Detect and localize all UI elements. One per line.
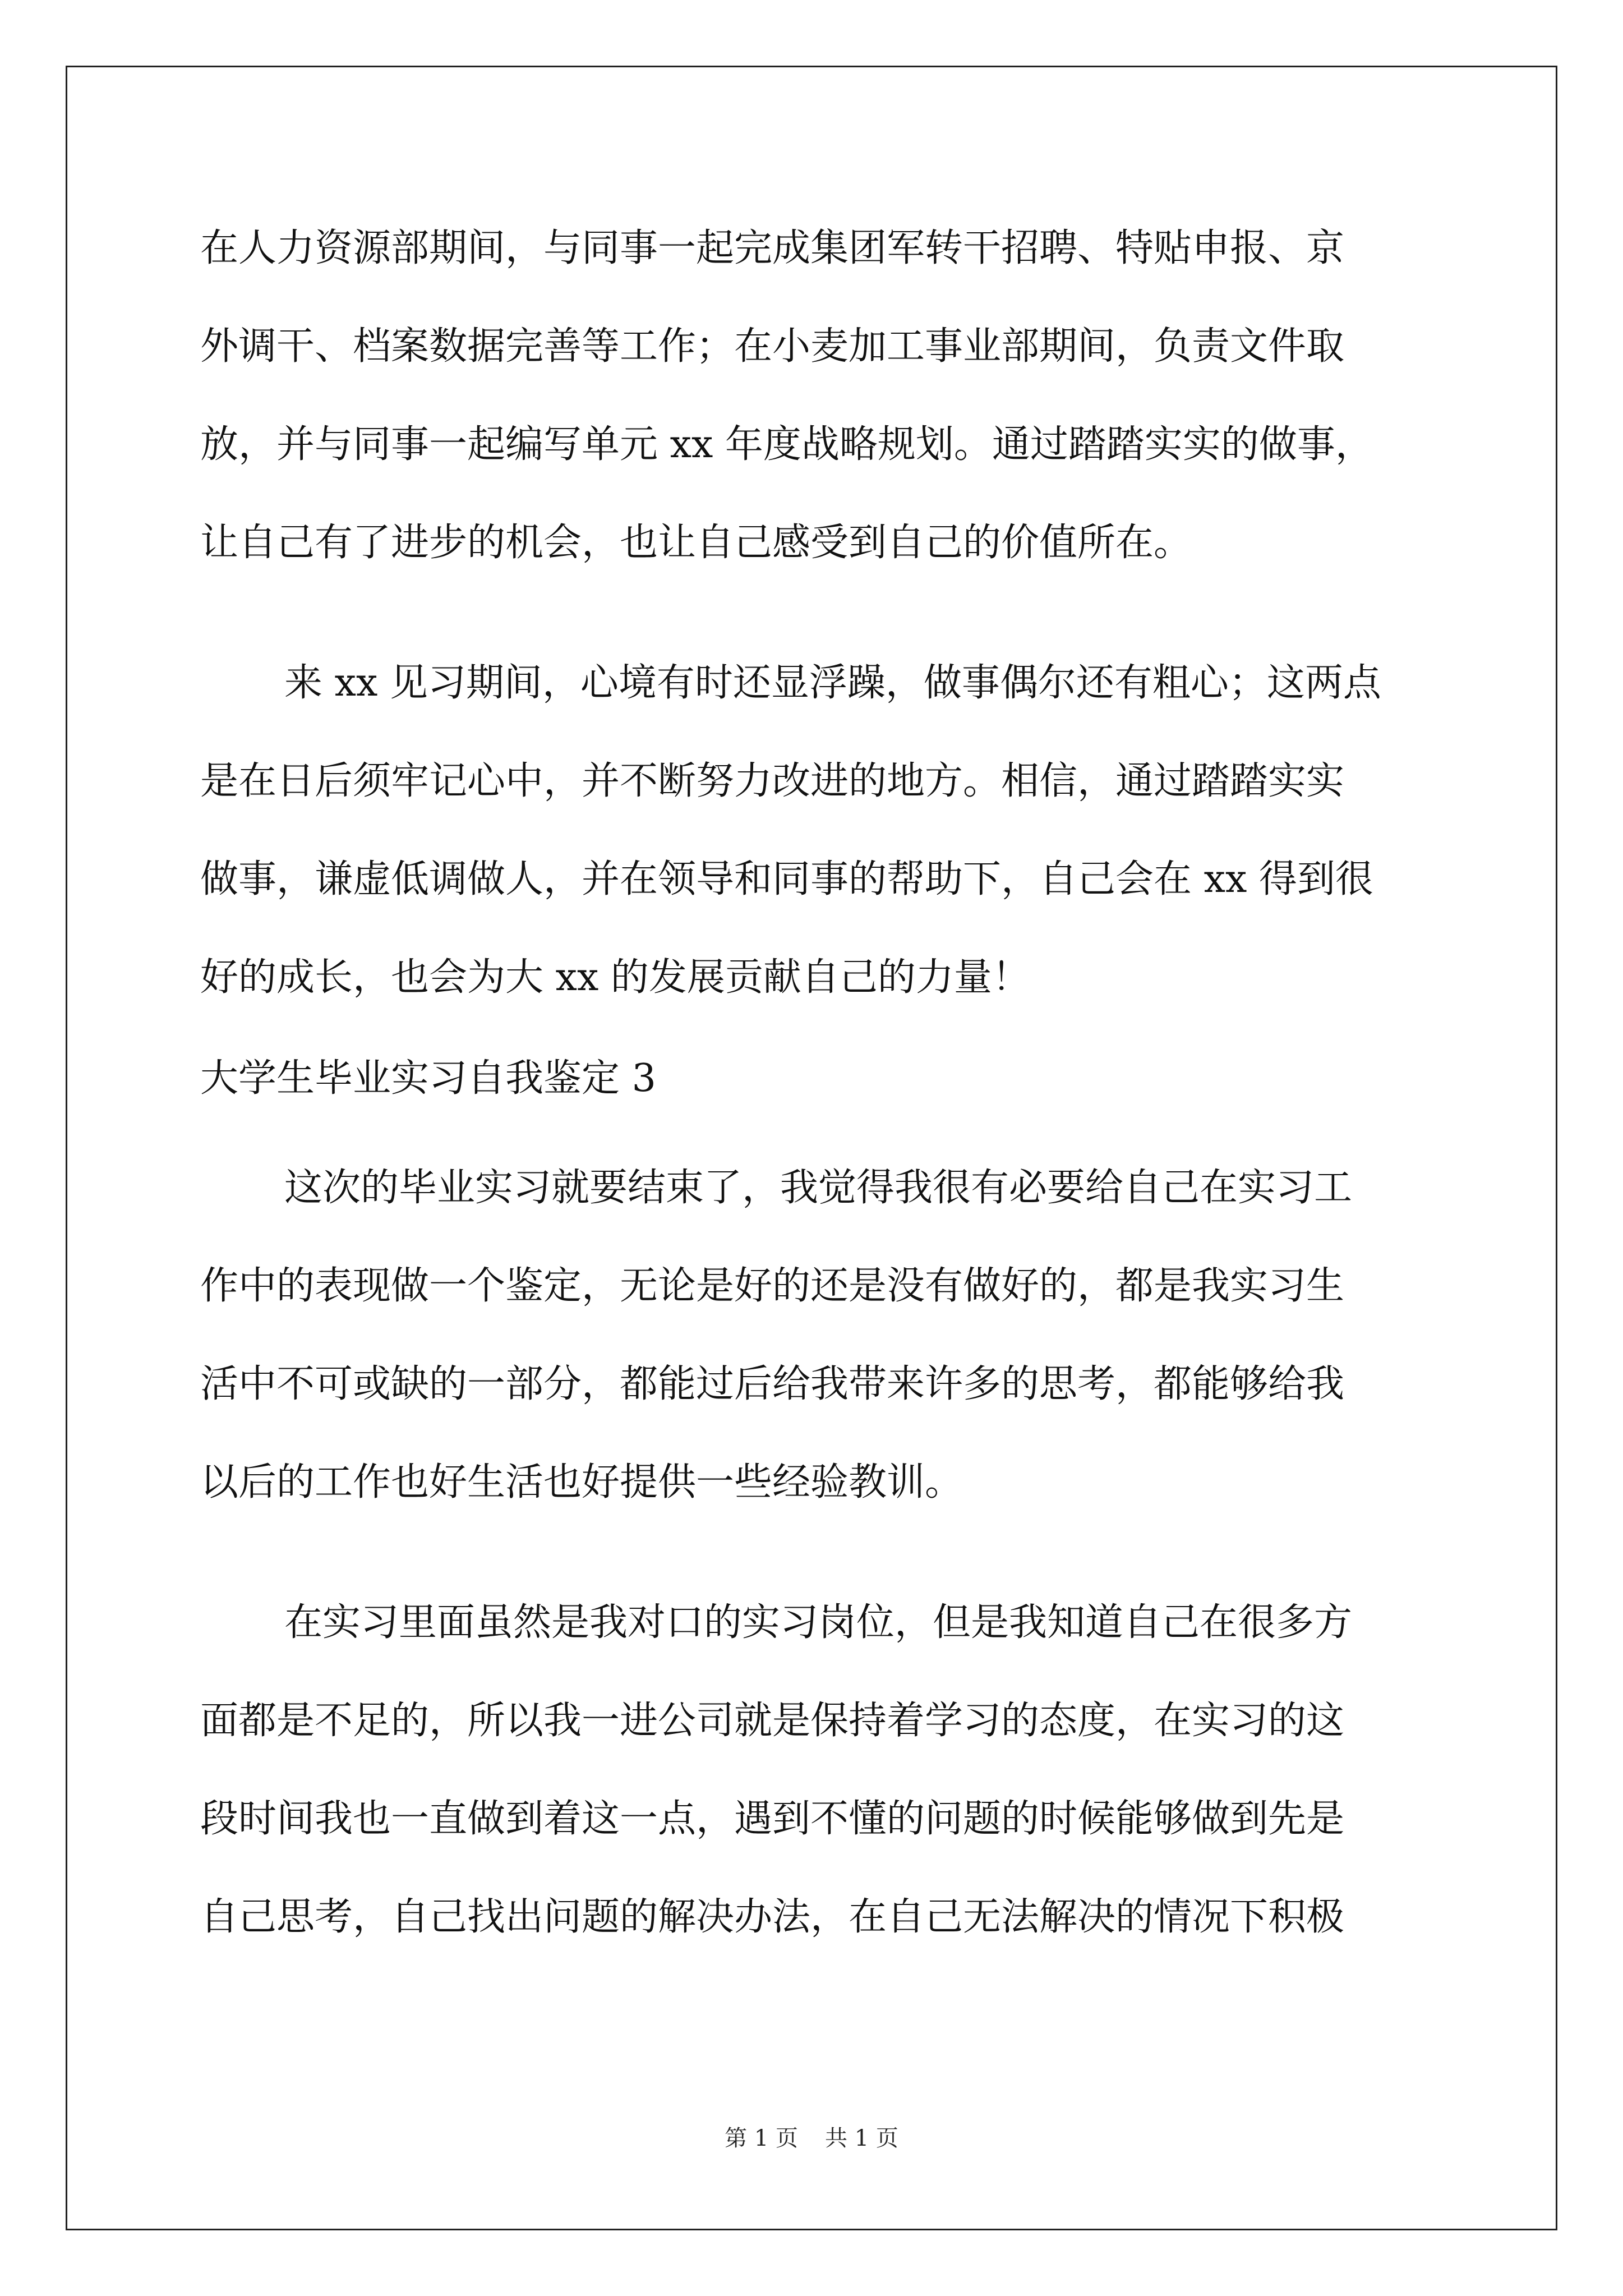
text-line: 作中的表现做一个鉴定，无论是好的还是没有做好的，都是我实习生 [200, 1264, 1345, 1308]
text-line: 在人力资源部期间，与同事一起完成集团军转干招聘、特贴申报、京 [200, 226, 1345, 270]
text-line: 放，并与同事一起编写单元 xx 年度战略规划。通过踏踏实实的做事， [200, 422, 1373, 467]
text-line: 好的成长，也会为大 xx 的发展贡献自己的力量！ [200, 955, 1030, 1000]
page-number: 第 1 页 [725, 2125, 798, 2151]
page-total: 共 1 页 [825, 2125, 898, 2151]
text-line: 段时间我也一直做到着这一点，遇到不懂的问题的时候能够做到先是 [200, 1797, 1345, 1841]
text-line: 是在日后须牢记心中，并不断努力改进的地方。相信，通过踏踏实实 [200, 759, 1345, 803]
paragraph-first-line: 这次的毕业实习就要结束了，我觉得我很有必要给自己在实习工 [284, 1166, 1353, 1210]
section-heading: 大学生毕业实习自我鉴定 3 [200, 1056, 656, 1101]
text-line: 外调干、档案数据完善等工作；在小麦加工事业部期间，负责文件取 [200, 324, 1345, 369]
paragraph-first-line: 来 xx 见习期间，心境有时还显浮躁，做事偶尔还有粗心；这两点 [284, 661, 1381, 705]
text-line: 以后的工作也好生活也好提供一些经验教训。 [200, 1460, 963, 1504]
text-line: 让自己有了进步的机会，也让自己感受到自己的价值所在。 [200, 521, 1192, 565]
text-line: 自己思考，自己找出问题的解决办法，在自己无法解决的情况下积极 [200, 1895, 1345, 1939]
page-footer [0, 2124, 1623, 2153]
paragraph-first-line: 在实习里面虽然是我对口的实习岗位，但是我知道自己在很多方 [284, 1600, 1353, 1645]
text-line: 面都是不足的，所以我一进公司就是保持着学习的态度，在实习的这 [200, 1699, 1345, 1743]
text-line: 做事，谦虚低调做人，并在领导和同事的帮助下，自己会在 xx 得到很 [200, 857, 1373, 901]
text-line: 活中不可或缺的一部分，都能过后给我带来许多的思考，都能够给我 [200, 1362, 1345, 1406]
